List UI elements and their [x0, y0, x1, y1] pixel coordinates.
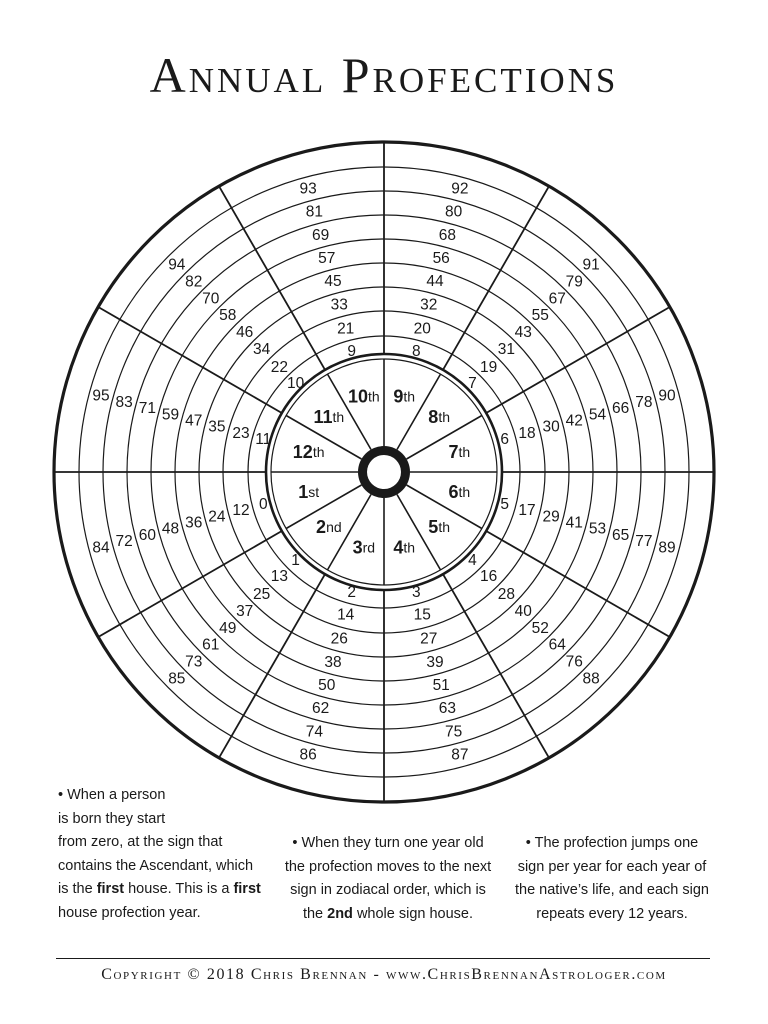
house-label [428, 407, 450, 427]
age-label: 66 [612, 400, 630, 418]
age-label: 6 [500, 431, 510, 449]
age-label: 51 [432, 676, 450, 694]
age-label: 12 [232, 501, 250, 519]
age-label: 84 [92, 539, 110, 557]
age-label: 32 [420, 296, 438, 314]
age-label: 37 [236, 602, 254, 620]
age-label: 70 [202, 290, 220, 308]
house-number: 7 [448, 441, 459, 462]
age-label: 7 [468, 375, 477, 393]
age-label: 77 [635, 533, 653, 551]
house-suffix: th [458, 484, 471, 501]
age-label: 53 [588, 520, 607, 538]
note-line: house profection year. [58, 904, 201, 921]
age-label: 68 [438, 226, 457, 244]
age-label: 5 [500, 495, 510, 513]
age-label: 31 [497, 341, 515, 359]
age-label: 23 [232, 425, 250, 443]
age-label: 2 [347, 584, 356, 602]
age-label: 89 [658, 539, 676, 557]
note-text: whole sign house. [352, 905, 474, 922]
house-suffix: rd [362, 539, 376, 556]
house-suffix: th [438, 519, 451, 536]
note-line: • When a person [58, 787, 166, 803]
age-label: 11 [255, 431, 272, 449]
note-line: from zero, at the sign that [58, 834, 223, 850]
age-label: 1 [291, 551, 300, 569]
age-label: 92 [451, 180, 469, 198]
house-label [393, 537, 415, 557]
note-line: the profection moves to the next [284, 858, 492, 875]
age-label: 75 [444, 723, 463, 741]
note-second-house [278, 832, 498, 926]
age-label: 83 [115, 393, 133, 411]
note-line: is born they start [58, 810, 166, 827]
age-label: 35 [208, 418, 226, 436]
house-number: 8 [428, 406, 439, 427]
age-label: 30 [542, 418, 560, 436]
house-suffix: th [403, 539, 416, 556]
age-label: 74 [305, 723, 324, 741]
age-label: 8 [412, 342, 421, 360]
note-repeat-cycle [508, 832, 716, 926]
hub-center [367, 455, 401, 489]
age-label: 88 [582, 670, 600, 688]
note-text: the [302, 905, 328, 922]
age-label: 80 [444, 203, 463, 221]
footer-divider [56, 958, 710, 959]
house-suffix: th [403, 388, 416, 405]
age-label: 40 [514, 602, 532, 620]
note-line: the native’s life, and each sign [514, 882, 709, 898]
age-label: 10 [286, 375, 305, 393]
age-label: 62 [311, 700, 330, 718]
age-label: 81 [305, 203, 324, 221]
age-label: 82 [185, 273, 203, 291]
house-number: 6 [448, 482, 459, 503]
age-label: 63 [438, 700, 457, 718]
note-line: sign in zodiacal order, which is [290, 882, 486, 898]
age-label: 42 [565, 412, 583, 430]
age-label: 59 [161, 406, 180, 424]
note-line: • When they turn one year old [292, 835, 484, 851]
age-label: 67 [548, 290, 566, 308]
age-label: 22 [270, 358, 288, 376]
house-number: 2 [316, 517, 327, 538]
age-label: 13 [270, 568, 288, 586]
age-label: 76 [565, 653, 583, 671]
age-label: 0 [258, 495, 268, 513]
age-label: 93 [299, 180, 317, 198]
note-first-house [58, 784, 268, 925]
age-label: 48 [161, 520, 180, 538]
age-label: 39 [426, 653, 444, 671]
house-suffix: th [367, 388, 380, 405]
house-number: 4 [393, 537, 404, 558]
age-label: 25 [253, 585, 271, 603]
note-emphasis: first [96, 881, 125, 897]
note-line [58, 878, 268, 902]
age-label: 65 [612, 526, 630, 544]
house-suffix: th [438, 408, 451, 425]
age-label: 24 [208, 508, 226, 526]
house-label [428, 517, 450, 537]
note-line: sign per year for each year of [517, 858, 707, 875]
age-label: 36 [185, 514, 203, 532]
note-emphasis: first [233, 881, 261, 897]
house-label [316, 517, 342, 537]
age-label: 94 [168, 256, 186, 274]
age-label: 29 [542, 508, 560, 526]
house-number: 10 [347, 386, 368, 407]
copyright-line: Copyright © 2018 Chris Brennan - www.ChrisBrennanAstrologer.com [101, 966, 667, 983]
age-label: 72 [115, 533, 133, 551]
age-label: 87 [451, 746, 469, 764]
age-label: 55 [531, 307, 549, 325]
note-line: • The profection jumps one [525, 835, 699, 851]
note-text: is the [58, 881, 97, 897]
age-label: 17 [518, 501, 536, 519]
note-line: repeats every 12 years. [536, 905, 688, 922]
age-label: 85 [168, 670, 186, 688]
house-number: 3 [352, 537, 363, 558]
page-title: Annual Profections [149, 47, 619, 103]
age-label: 57 [318, 250, 336, 268]
house-suffix: nd [326, 519, 342, 536]
house-label [448, 442, 470, 462]
age-label: 79 [565, 273, 583, 291]
age-label: 52 [531, 619, 549, 637]
age-label: 43 [514, 324, 532, 342]
age-label: 28 [497, 585, 515, 603]
age-label: 95 [92, 387, 110, 405]
house-number: 5 [428, 517, 439, 538]
age-label: 54 [588, 406, 607, 424]
house-suffix: st [308, 484, 320, 501]
house-suffix: th [332, 408, 345, 425]
age-label: 21 [337, 320, 355, 338]
age-label: 78 [635, 393, 653, 411]
age-label: 86 [299, 746, 317, 764]
age-label: 3 [412, 584, 421, 602]
age-label: 33 [330, 296, 348, 314]
age-label: 60 [138, 526, 156, 544]
house-label [298, 482, 319, 502]
age-label: 56 [432, 250, 450, 268]
age-label: 61 [202, 636, 220, 654]
house-number: 11 [313, 406, 333, 427]
age-label: 19 [480, 358, 498, 376]
age-label: 49 [219, 619, 237, 637]
age-label: 73 [185, 653, 203, 671]
age-label: 46 [236, 324, 254, 342]
house-suffix: th [312, 443, 325, 460]
age-label: 71 [138, 400, 156, 418]
age-label: 20 [413, 320, 431, 338]
house-label [313, 407, 344, 427]
age-label: 38 [324, 653, 342, 671]
house-suffix: th [458, 443, 471, 460]
wheel-lines [54, 142, 714, 802]
age-label: 18 [518, 425, 536, 443]
age-label: 44 [426, 273, 444, 291]
house-label [393, 387, 415, 407]
age-label: 26 [330, 630, 348, 648]
age-label: 16 [480, 568, 498, 586]
house-label [348, 387, 380, 407]
age-label: 41 [565, 514, 583, 532]
age-label: 90 [658, 387, 676, 405]
note-line [278, 903, 498, 927]
age-label: 91 [582, 256, 600, 274]
age-label: 4 [468, 551, 477, 569]
house-label [353, 537, 375, 557]
house-number: 1 [298, 482, 309, 503]
house-number: 9 [393, 386, 404, 407]
age-label: 9 [347, 342, 356, 360]
age-label: 50 [318, 676, 336, 694]
age-label: 27 [420, 630, 438, 648]
age-label: 69 [311, 226, 330, 244]
age-label: 34 [253, 341, 271, 359]
house-number: 12 [292, 441, 313, 462]
note-line: contains the Ascendant, which [58, 857, 254, 874]
age-label: 45 [324, 273, 342, 291]
age-label: 58 [219, 307, 237, 325]
age-label: 47 [185, 412, 203, 430]
note-emphasis: 2nd [327, 905, 353, 922]
note-text: house. This is a [124, 881, 234, 897]
age-label: 64 [548, 636, 566, 654]
age-label: 14 [337, 606, 355, 624]
house-label [293, 442, 325, 462]
house-label [448, 482, 470, 502]
age-label: 15 [413, 606, 431, 624]
